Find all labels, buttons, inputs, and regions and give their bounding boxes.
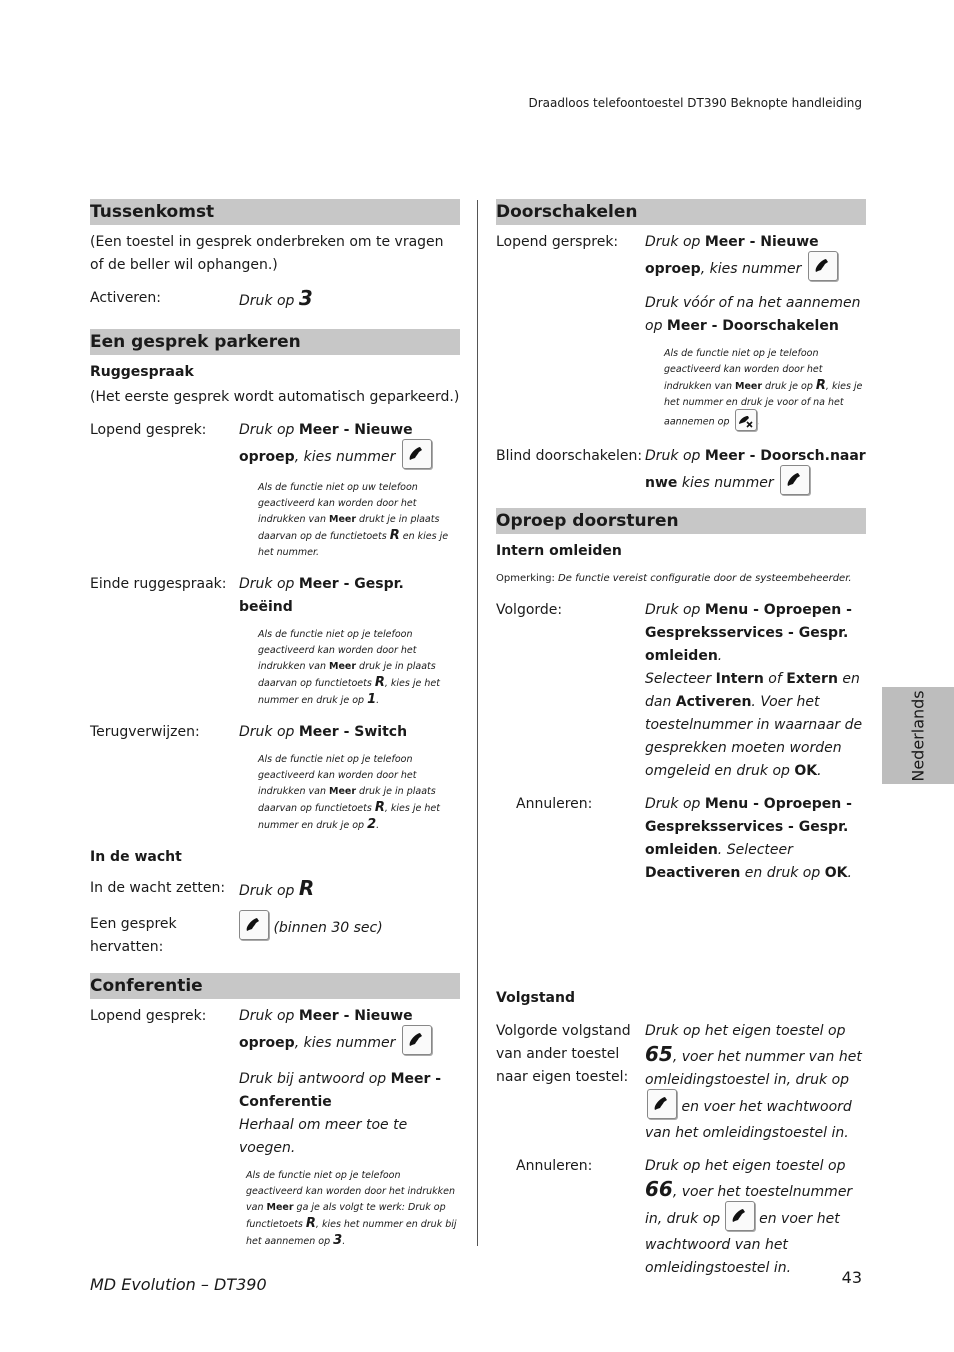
annuleren2-label: Annuleren: [516, 1158, 593, 1174]
volgstand-label: Volgorde volgstand van ander toestel naar eigen toestel: [496, 1023, 631, 1085]
blind-label: Blind doorschakelen: [496, 448, 643, 464]
annuleren-instruction: Druk op Menu - Oproepen - Gespreksservices - Gespr. omleiden. Selecteer Deactiveren en druk op OK. [645, 796, 852, 881]
parkeren-description: (Het eerste gesprek wordt automatisch geparkeerd.) [90, 389, 460, 405]
row-annuleren-volgstand [496, 1155, 866, 1280]
phone-icon [647, 1089, 677, 1119]
terug-instruction: Druk op Meer - Switch [239, 724, 408, 740]
phone-icon [402, 1025, 432, 1055]
section-title-tussenkomst: Tussenkomst [90, 199, 460, 225]
footer-product: MD Evolution – DT390 [90, 1275, 267, 1294]
einde-label: Einde ruggespraak: [90, 576, 227, 592]
blind-instruction: Druk op Meer - Doorsch.naar nwe kies nummer [645, 445, 866, 498]
subheading-in-de-wacht: In de wacht [90, 849, 182, 865]
wacht-instruction: Druk op R [239, 876, 315, 900]
subheading-volgstand: Volgstand [496, 990, 575, 1006]
row-hervatten [90, 913, 460, 959]
note-conferentie: Als de functie niet op je telefoon geactiveerd kan worden door het indrukken van Meer ga je als volgt te werk: Druk op functietoets R, kies het nummer en druk bij het aannemen op 3. [246, 1170, 457, 1248]
column-divider [477, 200, 478, 1246]
note-doorschakelen: Als de functie niet op je telefoon geactiveerd kan worden door het indrukken van Meer druk je op R, kies je het nummer en druk je voor of na het aannemen op . [664, 346, 866, 433]
volgorde-label: Volgorde: [496, 602, 563, 618]
language-tab [882, 687, 954, 784]
section-title-parkeren: Een gesprek parkeren [90, 329, 460, 355]
right-column-volgstand [496, 987, 866, 1290]
row-annuleren [496, 793, 866, 885]
row-lopend-gesprek [90, 419, 460, 472]
row-conf-lopend [90, 1005, 460, 1160]
row-activeren [90, 287, 460, 313]
door-lopend-label: Lopend gersprek: [496, 234, 619, 250]
annuleren2-instruction: Druk op het eigen toestel op 66, voer het toestelnummer in, druk op en voer het wachtwoord van het omleidingstoestel in. [645, 1158, 853, 1276]
annuleren-label: Annuleren: [516, 796, 593, 812]
wacht-label: In de wacht zetten: [90, 880, 226, 896]
volgstand-instruction: Druk op het eigen toestel op 65, voer het nummer van het omleidingstoestel in, druk op en voer het wachtwoord van het omleidingstoestel in. [645, 1023, 862, 1141]
hervat-instruction: (binnen 30 sec) [239, 913, 460, 959]
subheading-intern-omleiden: Intern omleiden [496, 543, 622, 559]
lopend-instruction: Druk op Meer - Nieuwe oproep, kies nummer [239, 419, 460, 472]
door-instruction: Druk op Meer - Nieuwe oproep, kies nummer Druk vóór of na het aannemen op Meer - Doorschakelen [645, 234, 861, 334]
row-einde-ruggespraak [90, 573, 460, 619]
section-title-conferentie: Conferentie [90, 973, 460, 999]
phone-icon [725, 1201, 755, 1231]
running-header: Draadloos telefoontoestel DT390 Beknopte handleiding [528, 96, 862, 110]
page-number: 43 [841, 1268, 862, 1287]
row-wacht-zetten [90, 877, 460, 903]
tussenkomst-description: (Een toestel in gesprek onderbreken om te vragen of de beller wil ophangen.) [90, 234, 444, 273]
key-65: 65 [645, 1042, 673, 1066]
row-volgorde [496, 599, 866, 783]
row-doorschakelen-lopend [496, 231, 866, 338]
row-blind-doorschakelen [496, 445, 866, 498]
hangup-icon [735, 409, 757, 431]
lopend-label: Lopend gesprek: [90, 422, 207, 438]
conf-lopend-label: Lopend gesprek: [90, 1008, 207, 1024]
note-einde: Als de functie niet op je telefoon geactiveerd kan worden door het indrukken van Meer druk je in plaats daarvan op functietoets R, kies je het nummer en druk je op 1. [258, 629, 440, 707]
key-66: 66 [645, 1177, 673, 1201]
phone-icon [402, 439, 432, 469]
activeren-label: Activeren: [90, 290, 161, 306]
phone-icon [239, 910, 269, 940]
hervat-label: Een gesprek hervatten: [90, 916, 177, 955]
note-terug: Als de functie niet op je telefoon geactiveerd kan worden door het indrukken van Meer druk je in plaats daarvan op functietoets R, kies je het nummer en druk je op 2. [258, 754, 440, 832]
key-3: 3 [298, 286, 313, 310]
left-column [90, 199, 460, 1262]
subheading-ruggespraak: Ruggespraak [90, 364, 194, 380]
terug-label: Terugverwijzen: [90, 724, 200, 740]
remark: Opmerking: De functie vereist configuratie door de systeembeheerder. [496, 573, 852, 584]
note-ruggespraak: Als de functie niet op uw telefoon geactiveerd kan worden door het indrukken van Meer drukt je in plaats daarvan op de functietoets R en kies je het nummer. [258, 482, 449, 558]
volgorde-instruction: Druk op Menu - Oproepen - Gespreksservices - Gespr. omleiden. Selecteer Intern of Extern en dan Activeren. Voer het toestelnummer in waarnaar de gesprekken moeten worden omgeleid en druk op OK. [645, 602, 863, 779]
row-volgstand [496, 1020, 866, 1145]
einde-instruction: Druk op Meer - Gespr. beëind [239, 576, 404, 615]
phone-icon [780, 465, 810, 495]
key-r: R [298, 876, 315, 900]
right-column [496, 199, 866, 895]
conf-instruction: Druk op Meer - Nieuwe oproep, kies nummer Druk bij antwoord op Meer - Conferentie Herhaal om meer toe te voegen. [239, 1008, 442, 1156]
phone-icon [808, 251, 838, 281]
section-title-doorschakelen: Doorschakelen [496, 199, 866, 225]
section-title-doorsturen: Oproep doorsturen [496, 508, 866, 534]
language-tab-label: Nederlands [908, 689, 928, 782]
activeren-instruction: Druk op 3 [239, 286, 313, 310]
row-terugverwijzen [90, 721, 460, 744]
